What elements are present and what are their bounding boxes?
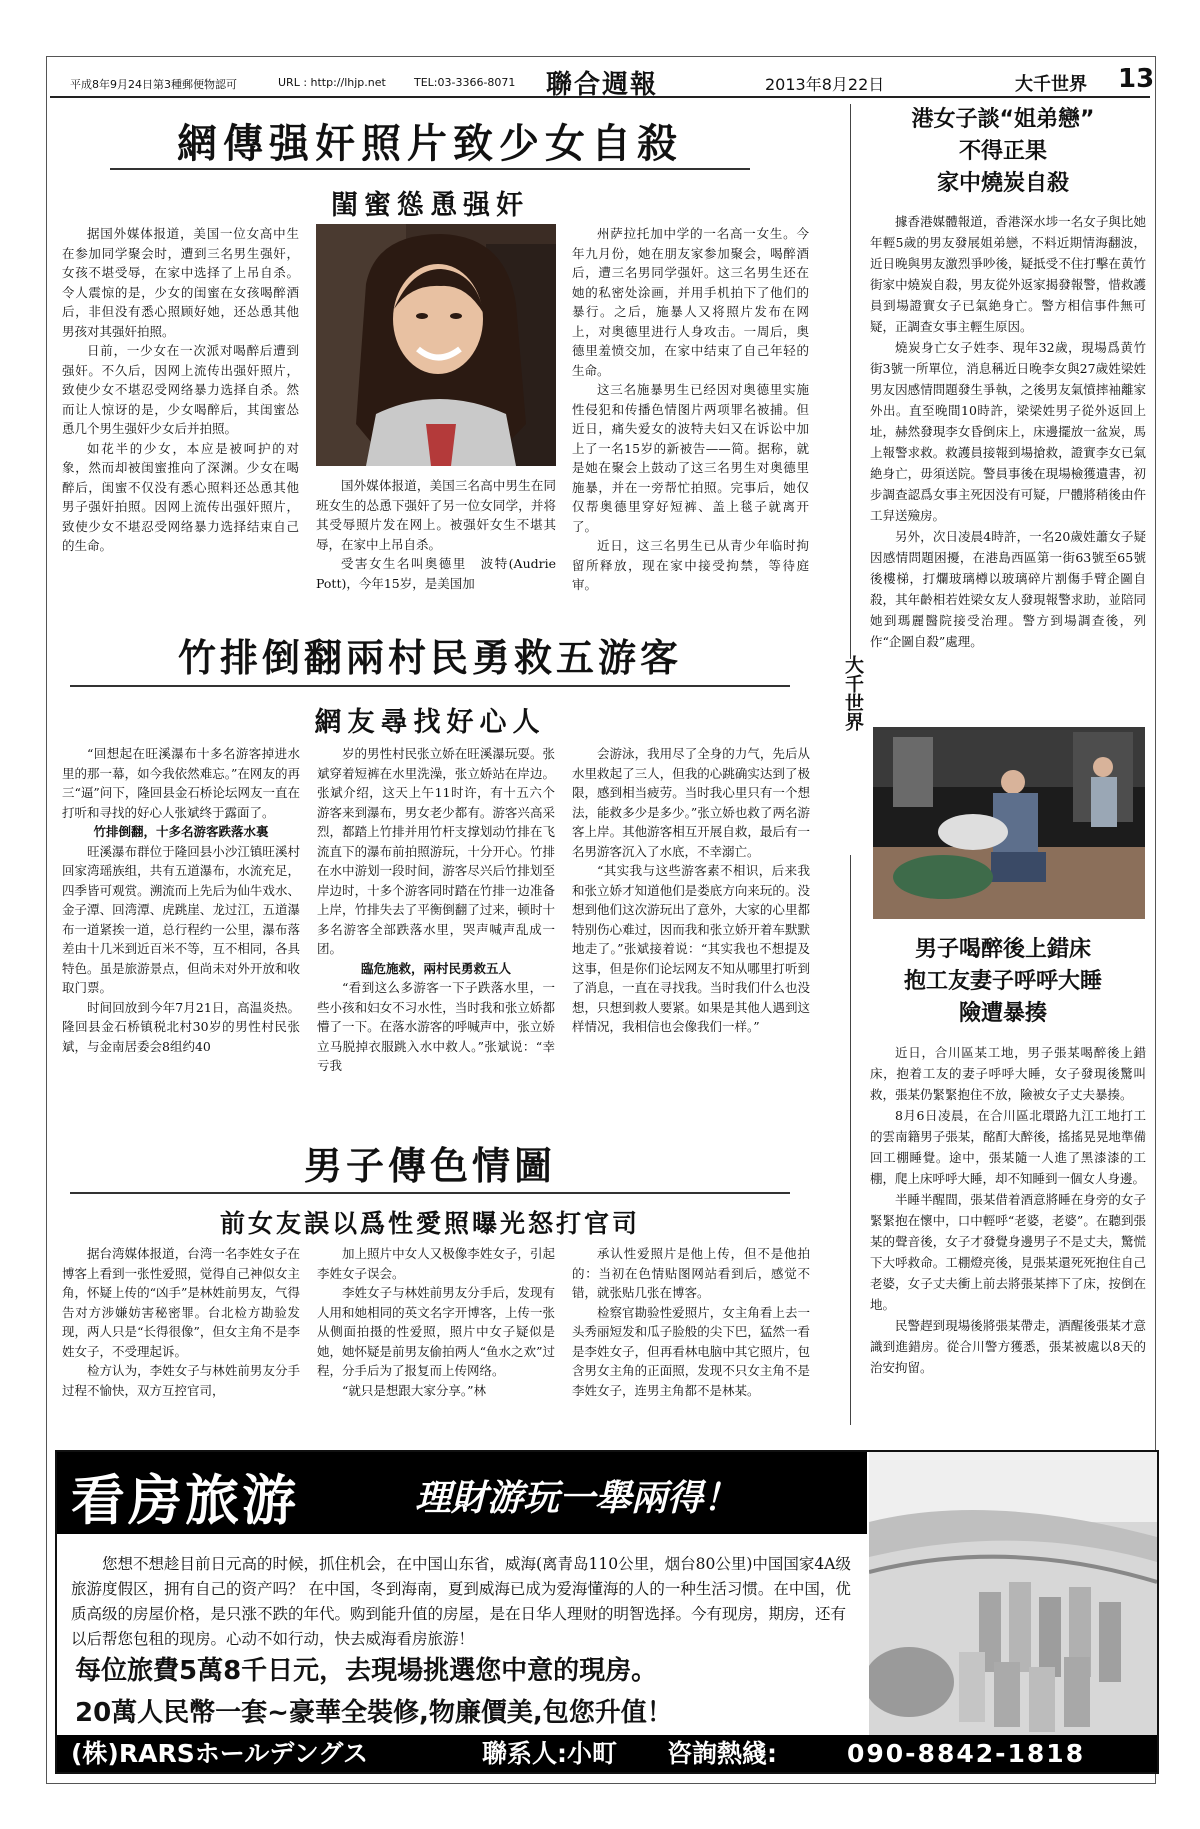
- article1-rule: [110, 168, 750, 170]
- ad-body: 您想不想趁目前日元高的时候，抓住机会，在中国山东省，威海(离青岛110公里，烟台80公里)中国国家4A级旅游度假区，拥有自己的资产吗？ 在中国，冬到海南，夏到威海已成为爱海懂海的人的一种生活习惯。在中国，优质高级的房屋价格，是只涨不跌的年代。购到能升值的房屋，是在日华人理财的明智选择。今有现房，期房，还有以后帮您包租的现房。心动不如行动，快去威海看房旅游！: [71, 1555, 851, 1648]
- headline-line: 險遭暴揍: [958, 1001, 1047, 1026]
- headline-line: 男子喝醉後上錯床: [914, 937, 1091, 962]
- paragraph: “看到这么多游客一下子跌落水里，一些小孩和妇女不习水性，当时我和张立娇都懵了一下。在落水游客的呼喊声中，张立娇立马脱掉衣服跳入水中救人。”张斌说：“幸亏我: [317, 980, 555, 1073]
- article2-headline: 竹排倒翻兩村民勇救五游客: [177, 636, 682, 680]
- article3-rule: [70, 1192, 790, 1194]
- caption-paragraph: 国外媒体报道，美国三名高中男生在同班女生的怂恿下强奸了另一位女同学，并将其受辱照片发在网上。被强奸女生不堪其辱，在家中上吊自杀。: [316, 478, 556, 552]
- paragraph: 这三名施暴男生已经因对奥德里实施性侵犯和传播色情图片两项罪名被捕。但近日，痛失爱女的波特夫妇又在诉讼中加上了一名15岁的新被告——简。据称，就是她在聚会上鼓动了这三名男生对奥德里施暴，并在一旁帮忙拍照。完事后，她仅仅帮奥德里穿好短裤、盖上毯子就离开了。: [572, 382, 809, 534]
- article3-col3: [572, 1244, 810, 1400]
- paragraph: 如花半的少女，本应是被呵护的对象，然而却被闺蜜推向了深渊。少女在喝醉后，闺蜜不仅没有悉心照料还怂恿其他男子强奸拍照。因网上流传出强奸照片，致使少女不堪忍受网络暴力选择结束自己的生命。: [62, 440, 299, 553]
- ad-banner: [57, 1452, 867, 1534]
- article1-photo: [316, 224, 556, 466]
- page-number: 13: [1118, 64, 1155, 94]
- paragraph: 州萨拉托加中学的一名高一女生。今年九月份，她在朋友家参加聚会，喝醉酒后，遭三名男同学强奸。这三名男生还在她的私密处涂画，并用手机拍下了他们的暴行。之后，施暴人又将照片发布在网上，对奥德里进行人身攻击。一周后，奥德里羞愤交加，在家中结束了自己年轻的生命。: [572, 226, 809, 378]
- paragraph: 时间回放到今年7月21日，高温炎热。隆回县金石桥镇税北村30岁的男性村民张斌，与金南居委会8组约40: [62, 999, 300, 1054]
- paragraph: 民警趕到現場後將張某帶走，酒醒後張某才意識到進錯房。從合川警方獲悉，張某被處以8天的治安拘留。: [870, 1318, 1146, 1375]
- ad-offer-line: 20萬人民幣一套~豪華全裝修,物廉價美,包您升值！: [75, 1698, 673, 1728]
- ad-phone: 090-8842-1818: [847, 1739, 1086, 1768]
- paper-name: 聯合週報: [546, 70, 659, 100]
- article3-col2: [317, 1244, 555, 1400]
- article2-col3: [572, 744, 810, 1037]
- headline-line: 抱工友妻子呼呼大睡: [903, 969, 1102, 994]
- side1-body: [870, 211, 1146, 652]
- paragraph: 據香港媒體報道，香港深水埗一名女子與比她年輕5歲的男友發展姐弟戀，不料近期情海翻波，近日晚與男友激烈爭吵後，疑抵受不住打擊在黄竹街家中燒炭自殺，男友從外返家揭發報警，惜救護員到場證實女子已氣絶身亡。警方相信事件無可疑，正調查女事主輕生原因。: [870, 214, 1146, 334]
- article3-headline: 男子傳色情圖: [303, 1144, 556, 1188]
- paragraph: 半睡半醒間，張某借着酒意將睡在身旁的女子緊緊抱在懷中，口中輕呼“老婆，老婆”。在聽到張某的聲音後，女子才發覺身邊男子不是丈夫，驚慌下大呼救命。工棚燈亮後，見張某還死死抱住自己老婆，女子丈夫衝上前去將張某摔下了床，按倒在地。: [870, 1192, 1146, 1312]
- paragraph: 检方认为，李姓女子与林姓前男友分手过程不愉快，双方互控官司，: [62, 1363, 300, 1398]
- sidebar-section-label: 大千世界: [842, 655, 864, 731]
- paragraph: “就只是想跟大家分享。”林: [342, 1382, 487, 1398]
- article1-col1: [62, 224, 299, 556]
- paragraph: 燒炭身亡女子姓李、現年32歲，現場爲黄竹街3號一所單位，消息稱近日晚李女與27歲姓梁姓男友因感情問題發生爭執，之後男友氣憤摔袖離家外出。直至晚間10時許，梁梁姓男子從外返回上址，赫然發現李女昏倒床上，床邊擺放一盆炭，馬上報警求救。救護員接報到場搶救，證實李女已氣絶身亡，毋須送院。警員事後在現場檢獲遺書，初步調查認爲女事主死因没有可疑，尸體將稍後由仵工舁送殮房。: [870, 340, 1146, 523]
- article1-col3: [572, 224, 809, 595]
- tel-text: TEL:03-3366-8071: [414, 76, 516, 89]
- article2-col1: [62, 744, 300, 1056]
- paragraph: 李姓女子与林姓前男友分手后，发现有人用和她相同的英文名字开博客，上传一张从侧面拍摄的性爱照，照片中女子疑似是她，她怀疑是前男友偷拍两人“鱼水之欢”过程，分手后为了报复而上传网络。: [317, 1285, 555, 1378]
- side1-photo: [873, 727, 1145, 919]
- url-text: URL : http://lhjp.net: [278, 76, 386, 89]
- column-divider: [850, 104, 851, 659]
- paragraph: 会游泳，我用尽了全身的力气，先后从水里救起了三人，但我的心跳确实达到了极限，感到相当疲劳。当时我心里只有一个想法，能救多少是多少。”张立娇也救了两名游客上岸。其他游客相互开展自救，最后有一名男游客沉入了水底，不幸溺亡。: [572, 746, 810, 859]
- paragraph: 日前，一少女在一次派对喝醉后遭到强奸。不久后，因网上流传出强奸照片，致使少女不堪忍受网络暴力选择自杀。然而让人惊讶的是，少女喝醉后，其闺蜜怂恿几个男生强奸少女后并拍照。: [62, 343, 299, 436]
- issue-date: 2013年8月22日: [765, 75, 885, 94]
- article3-col1: [62, 1244, 300, 1400]
- side1-headline: [862, 104, 1144, 200]
- headline-line: 不得正果: [958, 139, 1047, 164]
- ad-contact: 聯系人:小町: [482, 1739, 617, 1768]
- side2-headline: [862, 934, 1144, 1030]
- ad-company: (株)RARSホールデングス: [71, 1739, 368, 1768]
- paragraph: 据台湾媒体报道，台湾一名李姓女子在博客上看到一张性爱照，觉得自己神似女主角，怀疑上传的“凶手”是林姓前男友，气得告对方涉嫌妨害秘密罪。台北检方勘验发现，两人只是“长得很像”，但女主角不是李姓女子，不受理起诉。: [62, 1246, 300, 1359]
- ad-hotline-label: 咨詢熱綫:: [667, 1739, 777, 1768]
- article1-subhead: 閨蜜慫恿强奸: [331, 190, 529, 221]
- advertisement: [55, 1450, 1159, 1774]
- side2-body: [870, 1042, 1146, 1378]
- article1-caption: [316, 476, 556, 593]
- caption-paragraph: 受害女生名叫奥德里 波特(Audrie Pott)，今年15岁，是美国加: [316, 556, 556, 591]
- article2-subhead: 網友尋找好心人: [314, 707, 546, 738]
- headline-line: 家中燒炭自殺: [936, 171, 1069, 196]
- article2-col2: [317, 744, 555, 1076]
- article2-rule: [70, 685, 790, 687]
- paragraph: “其实我与这些游客素不相识，后来我和张立娇才知道他们是娄底方向来玩的。没想到他们这次游玩出了意外，大家的心里都特别伤心难过，因而我和张立娇开着车默默地走了。”张斌接着说：“其实我也不想提及这事，但是你们论坛网友不知从哪里打听到了消息，一直在寻找我。当时我们什么也没想，只想到救人要紧。如果是其他人遇到这样情况，我相信也会像我们一样。”: [572, 863, 810, 1034]
- paragraph: 8月6日凌晨，在合川區北環路九江工地打工的雲南籍男子張某，酩酊大醉後，搖搖晃晃地準備回工棚睡覺。途中，張某隨一人進了黑漆漆的工棚，爬上床呼呼大睡，却不知睡到一個女人身邊。: [870, 1108, 1146, 1186]
- bold-subhead: 竹排倒翻，十多名游客跌落水裏: [93, 824, 269, 839]
- ad-footer: [57, 1735, 1157, 1772]
- article3-subhead: 前女友誤以爲性愛照曝光怒打官司: [219, 1209, 640, 1238]
- paragraph: 旺溪瀑布群位于隆回县小沙江镇旺溪村回家湾瑶族组，共有五道瀑布，水流充足，四季皆可观赏。溯流而上先后为仙牛戏水、金子潭、回湾潭、虎跳崖、龙过江，五道瀑布一道紧挨一道，总行程约一公里，瀑布落差由十几米到近百米不等，互不相同，各具特色。虽是旅游景点，但尚未对外开放和收取门票。: [62, 843, 300, 995]
- paragraph: 加上照片中女人又极像李姓女子，引起李姓女子误会。: [317, 1246, 555, 1281]
- paragraph: 据国外媒体报道，美国一位女高中生在参加同学聚会时，遭到三名男生强奸，女孩不堪受辱，在家中选择了上吊自杀。令人震惊的是，少女的闺蜜在女孩喝醉酒后，非但没有悉心照顾好她，还怂恿其他男孩对其强奸拍照。: [62, 226, 299, 339]
- section-name: 大千世界: [1015, 74, 1087, 95]
- paragraph: 近日，合川區某工地，男子張某喝醉後上錯床，抱着工友的妻子呼呼大睡，女子發現後驚叫救，張某仍緊緊抱住不放，險被女子丈夫暴揍。: [870, 1045, 1146, 1102]
- paragraph: 近日，这三名男生已从青少年临时拘留所释放，现在家中接受拘禁，等待庭审。: [572, 538, 809, 592]
- paragraph: “回想起在旺溪瀑布十多名游客掉进水里的那一幕，如今我依然难忘。”在网友的再三“逼”问下，隆回县金石桥论坛网友一直在打听和寻找的好心人张斌终于露面了。: [62, 746, 300, 820]
- paragraph: 另外，次日凌晨4時許，一名20歲姓蕭女子疑因感情問題困擾，在港島西區第一街63號至65號後樓梯，打爛玻璃樽以玻璃碎片割傷手臂企圖自殺，其年齡相若姓梁女友人發現報警求助，並陪同她到瑪麗醫院接受治理。警方到場調查後，列作“企圖自殺”處理。: [870, 529, 1146, 649]
- paragraph: 岁的男性村民张立娇在旺溪瀑玩耍。张斌穿着短裤在水里洗澡，张立娇站在岸边。张斌介绍，这天上午11时许，有十五六个游客来到瀑布，男女老少都有。游客兴高采烈，都踏上竹排并用竹杆支撑划动竹排在飞流直下的瀑布前拍照游玩，十分开心。竹排在水中游划一段时间，游客尽兴后竹排划至岸边时，十多个游客同时踏在竹排一边准备上岸，竹排失去了平衡倒翻了过来，顿时十多名游客全部跌落水里，哭声喊声乱成一团。: [317, 746, 555, 956]
- column-divider: [850, 855, 851, 1425]
- article1-headline: 網傳强奸照片致少女自殺: [177, 121, 683, 167]
- masthead: [50, 62, 1155, 100]
- ad-title: 看房旅游: [71, 1469, 299, 1532]
- ad-aerial-photo: [869, 1452, 1157, 1735]
- bold-subhead: 臨危施救，兩村民勇救五人: [360, 960, 511, 976]
- permit-text: 平成8年9月24日第3種郵便物認可: [70, 78, 237, 91]
- ad-price-line: 每位旅費5萬8千日元，去現場挑選您中意的現房。: [75, 1656, 658, 1686]
- headline-line: 港女子談“姐弟戀”: [911, 107, 1095, 132]
- paragraph: 承认性爱照片是他上传，但不是他拍的：当初在色情贴图网站看到后，感觉不错，就张贴几张在博客。: [572, 1246, 810, 1300]
- paragraph: 检察官勘验性爱照片，女主角看上去一头秀丽短发和瓜子脸般的尖下巴，猛然一看是李姓女子，但再看林电脑中其它照片，包含男女主角的正面照，发现不只女主角不是李姓女子，连男主角都不是林某。: [572, 1304, 810, 1398]
- ad-slogan: 理財游玩一舉兩得！: [415, 1478, 740, 1519]
